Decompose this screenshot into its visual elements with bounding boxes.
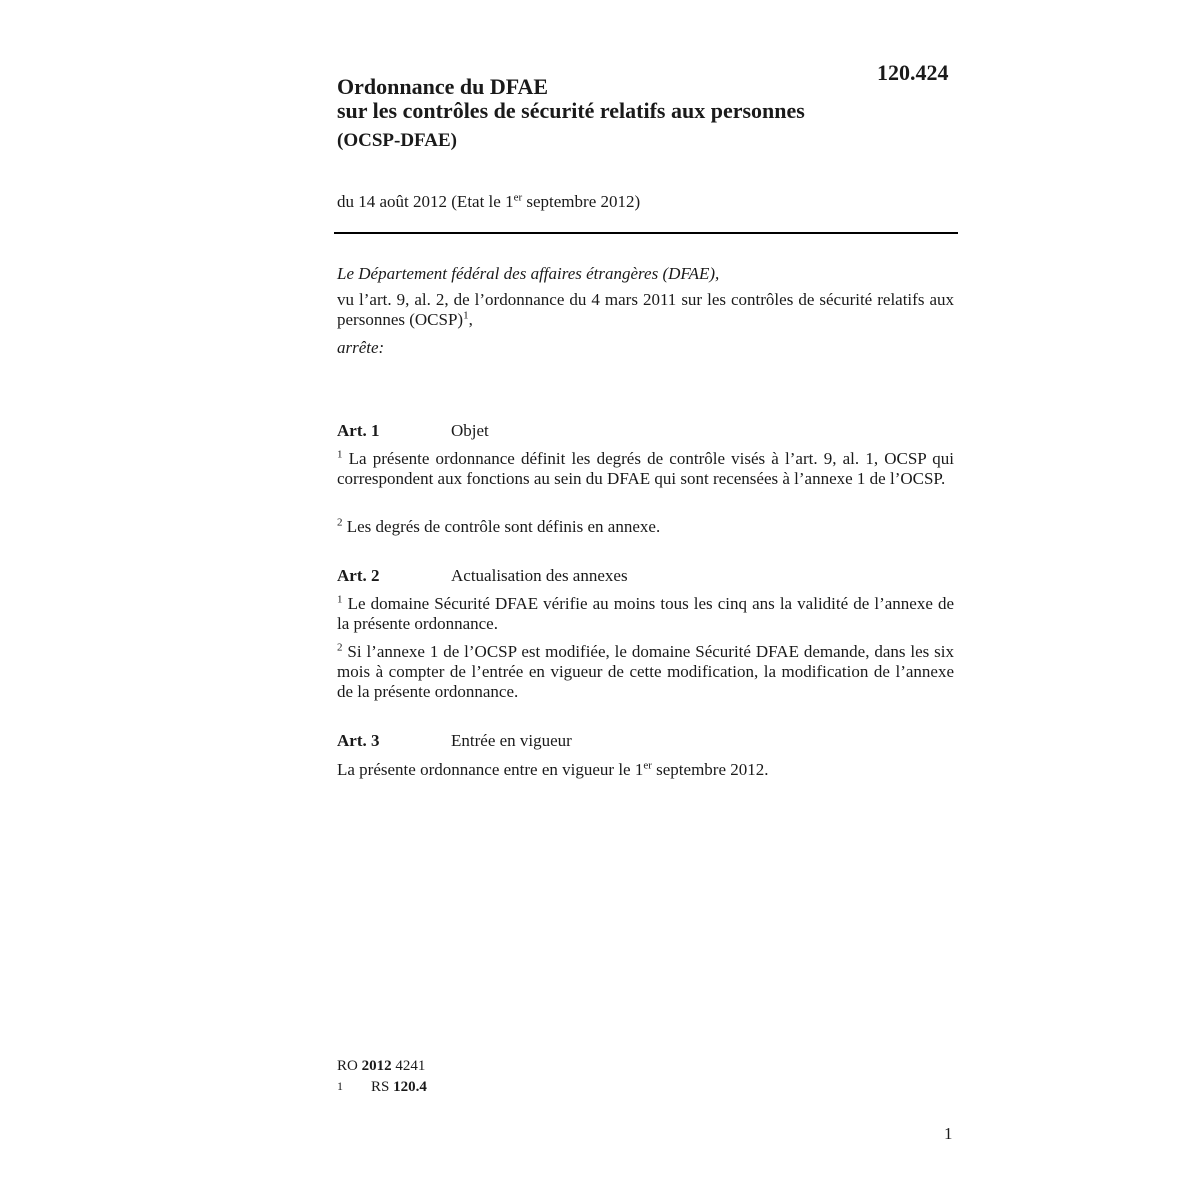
paragraph-number: 2 (337, 516, 343, 529)
article-title: Actualisation des annexes (451, 566, 628, 585)
preamble-department: Le Département fédéral des affaires étrangères (DFAE), (337, 264, 720, 283)
date-suffix: septembre 2012) (522, 192, 641, 211)
paragraph-text: Les degrés de contrôle sont définis en annexe. (342, 517, 661, 536)
ro-prefix: RO (337, 1058, 362, 1074)
article-1-paragraph-2 (337, 517, 954, 537)
article-1-paragraph-1 (337, 449, 954, 489)
ro-page: 4241 (391, 1058, 426, 1074)
paragraph-number: 1 (337, 593, 343, 606)
paragraph-text: Le domaine Sécurité DFAE vérifie au moins tous les cinq ans la validité de l’annexe de la présente ordonnance. (337, 594, 954, 633)
article-2-paragraph-2 (337, 642, 954, 702)
title-abbreviation: (OCSP-DFAE) (337, 130, 457, 151)
footnote-prefix: RS (371, 1079, 394, 1095)
article-2-heading (337, 566, 628, 586)
preamble-vu-text: vu l’art. 9, al. 2, de l’ordonnance du 4 mars 2011 sur les contrôles de sécurité relatifs aux personnes (OCSP) (337, 290, 954, 329)
preamble-vu-end: , (468, 310, 473, 329)
paragraph-sup: er (643, 759, 652, 772)
article-title: Objet (451, 421, 489, 440)
footnote-ref: 1 (463, 309, 469, 322)
paragraph-text-end: septembre 2012. (651, 760, 769, 779)
title-line-1: Ordonnance du DFAE (337, 74, 549, 99)
article-3-heading (337, 731, 572, 751)
article-2-paragraph-1 (337, 594, 954, 634)
preamble-vu (337, 290, 954, 330)
article-1-heading (337, 421, 489, 441)
footnote-ro (337, 1058, 425, 1075)
document-number: 120.424 (877, 60, 949, 85)
article-number: Art. 1 (337, 421, 380, 440)
date-line (337, 192, 640, 212)
page-number: 1 (944, 1124, 953, 1143)
article-3-paragraph-1 (337, 760, 954, 780)
date-prefix: du 14 août 2012 (Etat le 1 (337, 192, 514, 211)
paragraph-text: La présente ordonnance entre en vigueur le 1 (337, 760, 644, 779)
paragraph-number: 2 (337, 641, 343, 654)
date-sup: er (513, 191, 523, 204)
footnote-1 (337, 1079, 427, 1096)
preamble-arrete: arrête: (337, 338, 385, 357)
footnote-mark: 1 (337, 1079, 343, 1093)
paragraph-text: Si l’annexe 1 de l’OCSP est modifiée, le domaine Sécurité DFAE demande, dans les six mois à compter de l’entrée en vigueur de cette modification, la modification de l’annexe de la présente ordonnance. (337, 642, 954, 701)
article-number: Art. 3 (337, 731, 380, 750)
article-title: Entrée en vigueur (451, 731, 572, 750)
footnote-ref-text: 120.4 (393, 1079, 427, 1095)
paragraph-text: La présente ordonnance définit les degrés de contrôle visés à l’art. 9, al. 1, OCSP qui correspondent aux fonctions au sein du DFAE qui sont recensées à l’annexe 1 de l’OCSP. (337, 449, 954, 488)
title-line-2: sur les contrôles de sécurité relatifs aux personnes (337, 98, 805, 123)
article-number: Art. 2 (337, 566, 380, 585)
header-divider (334, 232, 958, 234)
paragraph-number: 1 (337, 448, 343, 461)
ro-year: 2012 (361, 1058, 392, 1074)
